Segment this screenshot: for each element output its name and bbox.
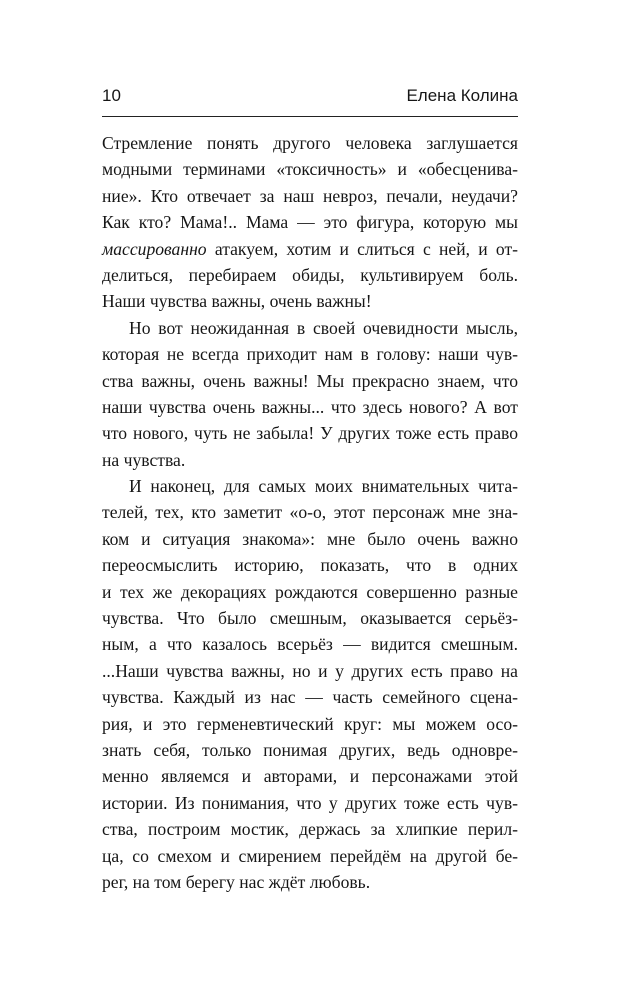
text-line: на чувства. xyxy=(102,449,186,470)
text-line: Как кто? Мама!.. Мама — это фигура, которую мы xyxy=(102,212,518,233)
header-rule xyxy=(102,116,518,117)
text-line: рия, и это герменевтический круг: мы можем осо- xyxy=(102,713,518,734)
text-line: Наши чувства важны, очень важны! xyxy=(102,291,372,312)
running-head-author: Елена Колина xyxy=(406,86,518,105)
text-line: чувства. Каждый из нас — часть семейного сцена- xyxy=(102,687,518,708)
text-line: переосмыслить историю, показать, что в одних xyxy=(102,555,518,576)
text-line: модными терминами «токсичность» и «обесценива- xyxy=(102,159,518,180)
text-line: ства, построим мостик, держась за хлипкие перил- xyxy=(102,819,518,840)
text-line: менно являемся и авторами, и персонажами этой xyxy=(102,766,518,787)
text-line: наши чувства очень важны... что здесь нового? А вот xyxy=(102,396,518,417)
text-line: и тех же декорациях рождаются совершенно разные xyxy=(102,581,518,602)
text-line: делиться, перебираем обиды, культивируем боль. xyxy=(102,264,518,285)
text-line: ком и ситуация знакома»: мне было очень важно xyxy=(102,528,518,549)
text-line: которая не всегда приходит нам в голову: наши чув- xyxy=(102,344,518,365)
text-line: знать себя, только понимая других, ведь одновре- xyxy=(102,739,518,760)
text-line xyxy=(102,236,518,262)
emphasis: массированно xyxy=(102,238,207,259)
page-number: 10 xyxy=(102,86,121,105)
text-run: атакуем, хотим и слиться с ней, и от- xyxy=(214,238,518,259)
text-line: что нового, чуть не забыла! У других тоже есть право xyxy=(102,423,518,444)
text-line: ...Наши чувства важны, но и у других есть право на xyxy=(102,660,518,681)
text-line: И наконец, для самых моих внимательных чита- xyxy=(129,476,518,497)
text-line: ца, со смехом и смирением перейдём на другой бе- xyxy=(102,845,518,866)
text-line: ние». Кто отвечает за наш невроз, печали, неудачи? xyxy=(102,185,518,206)
text-line: рег, на том берегу нас ждёт любовь. xyxy=(102,871,371,892)
text-line: чувства. Что было смешным, оказывается серьёз- xyxy=(102,608,518,629)
page-header xyxy=(102,86,518,116)
text-line: Но вот неожиданная в своей очевидности мысль, xyxy=(129,317,518,338)
text-line: истории. Из понимания, что у других тоже есть чув- xyxy=(102,792,518,813)
text-line: ства важны, очень важны! Мы прекрасно знаем, что xyxy=(102,370,518,391)
text-line: Стремление понять другого человека заглушается xyxy=(102,133,518,153)
body-text xyxy=(102,130,518,895)
book-page xyxy=(102,0,518,1000)
text-line: телей, тех, кто заметит «о-о, этот персонаж мне зна- xyxy=(102,502,518,523)
text-line: ным, а что казалось всерьёз — видится смешным. xyxy=(102,634,518,655)
